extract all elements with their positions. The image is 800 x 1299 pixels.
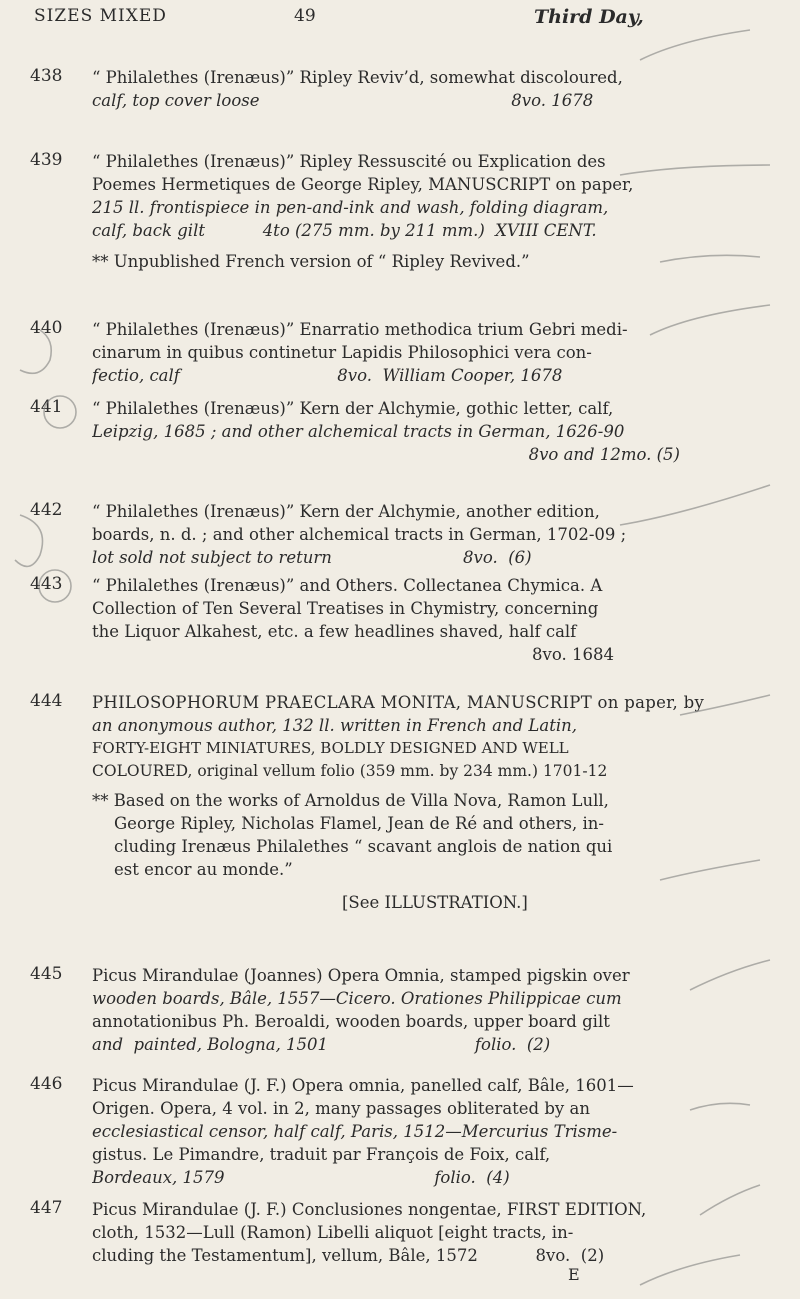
lot-line: “ Philalethes (Irenæus)” Kern der Alchymie, another edition, xyxy=(92,502,600,521)
lot-line: 215 ll. frontispiece in pen-and-ink and wash, folding diagram, xyxy=(92,198,609,217)
lot-number: 439 xyxy=(30,150,63,170)
lot-line: cluding the Testamentum], vellum, Bâle, 1572 8vo. (2) xyxy=(92,1246,605,1265)
lot-line: ecclesiastical censor, half calf, Paris, 1512—Mercurius Trisme- xyxy=(92,1122,618,1141)
lot-line: calf, back gilt 4to (275 mm. by 211 mm.) XVIII CENT. xyxy=(92,221,597,240)
lot-line: “ Philalethes (Irenæus)” Ripley Ressuscité ou Explication des xyxy=(92,152,606,171)
lot-note: est encor au monde.” xyxy=(114,860,293,879)
lot-line: fectio, calf 8vo. William Cooper, 1678 xyxy=(92,366,563,385)
lot-line: Origen. Opera, 4 vol. in 2, many passages obliterated by an xyxy=(92,1099,590,1118)
lot-line: Poemes Hermetiques de George Ripley, MANUSCRIPT on paper, xyxy=(92,175,634,194)
lot-line: and painted, Bologna, 1501 folio. (2) xyxy=(92,1035,551,1054)
lot-line: Picus Mirandulae (Joannes) Opera Omnia, stamped pigskin over xyxy=(92,966,630,985)
lot-line: 8vo. 1684 xyxy=(532,645,614,664)
lot-line: annotationibus Ph. Beroaldi, wooden boards, upper board gilt xyxy=(92,1012,610,1031)
lot-line: Leipzig, 1685 ; and other alchemical tracts in German, 1626-90 xyxy=(92,422,625,441)
lot-line: “ Philalethes (Irenæus)” Kern der Alchymie, gothic letter, calf, xyxy=(92,399,614,418)
lot-number: 444 xyxy=(30,691,63,711)
lot-note: cluding Irenæus Philalethes “ scavant anglois de nation qui xyxy=(114,837,613,856)
lot-line: gistus. Le Pimandre, traduit par François de Foix, calf, xyxy=(92,1145,551,1164)
lot-line: Picus Mirandulae (J. F.) Conclusiones nongentae, FIRST EDITION, xyxy=(92,1200,647,1219)
lot-number: 447 xyxy=(30,1198,63,1218)
header-right: Third Day, xyxy=(534,6,644,28)
lot-note: George Ripley, Nicholas Flamel, Jean de Ré and others, in- xyxy=(114,814,604,833)
lot-number: 445 xyxy=(30,964,63,984)
lot-line: PHILOSOPHORUM PRAECLARA MONITA, MANUSCRIPT on paper, by xyxy=(92,693,705,712)
lot-line: cinarum in quibus continetur Lapidis Philosophici vera con- xyxy=(92,343,592,362)
lot-number: 440 xyxy=(30,318,63,338)
lot-line: Picus Mirandulae (J. F.) Opera omnia, panelled calf, Bâle, 1601— xyxy=(92,1076,634,1095)
lot-line: the Liquor Alkahest, etc. a few headlines shaved, half calf xyxy=(92,622,577,641)
lot-line: lot sold not subject to return 8vo. (6) xyxy=(92,548,532,567)
header-left: SIZES MIXED xyxy=(34,6,167,26)
lot-number: 438 xyxy=(30,66,63,86)
lot-number: 446 xyxy=(30,1074,63,1094)
lot-line: 8vo and 12mo. (5) xyxy=(528,445,680,464)
lot-line: calf, top cover loose 8vo. 1678 xyxy=(92,91,594,110)
lot-line: cloth, 1532—Lull (Ramon) Libelli aliquot [eight tracts, in- xyxy=(92,1223,574,1242)
lot-line: COLOURED, original vellum folio (359 mm. by 234 mm.) 1701-12 xyxy=(92,762,608,780)
lot-line: Bordeaux, 1579 folio. (4) xyxy=(92,1168,510,1187)
lot-note: ** Unpublished French version of “ Ripley Revived.” xyxy=(92,252,530,271)
page-number: 49 xyxy=(294,6,316,26)
lot-number: 441 xyxy=(30,397,63,417)
lot-number: 443 xyxy=(30,574,63,594)
lot-line: “ Philalethes (Irenæus)” and Others. Collectanea Chymica. A xyxy=(92,576,603,595)
lot-line: Collection of Ten Several Treatises in Chymistry, concerning xyxy=(92,599,599,618)
see-illustration: [See ILLUSTRATION.] xyxy=(342,893,528,912)
signature-mark: E xyxy=(568,1265,580,1284)
lot-line: “ Philalethes (Irenæus)” Ripley Reviv’d, somewhat discoloured, xyxy=(92,68,623,87)
lot-line: FORTY-EIGHT MINIATURES, BOLDLY DESIGNED AND WELL xyxy=(92,739,569,757)
lot-note: ** Based on the works of Arnoldus de Villa Nova, Ramon Lull, xyxy=(92,791,609,810)
lot-line: “ Philalethes (Irenæus)” Enarratio methodica trium Gebri medi- xyxy=(92,320,628,339)
lot-number: 442 xyxy=(30,500,63,520)
lot-line: wooden boards, Bâle, 1557—Cicero. Orationes Philippicae cum xyxy=(92,989,622,1008)
lot-line: an anonymous author, 132 ll. written in French and Latin, xyxy=(92,716,577,735)
lot-line: boards, n. d. ; and other alchemical tracts in German, 1702-09 ; xyxy=(92,525,627,544)
